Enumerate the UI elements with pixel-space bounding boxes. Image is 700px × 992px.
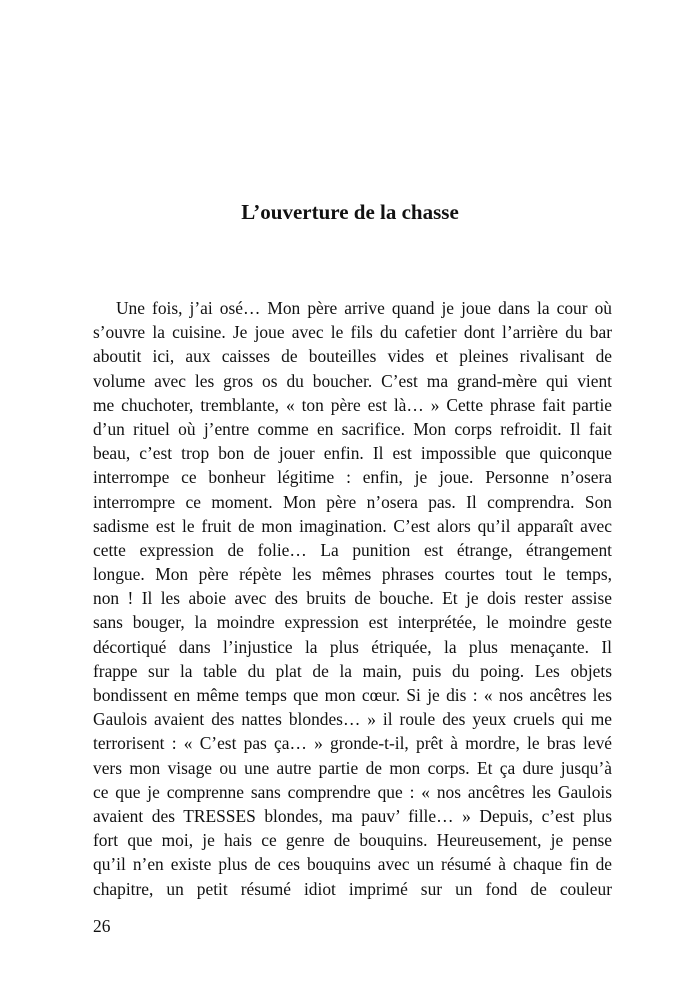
text-line: bondissent en même temps que mon cœur. Si je dis : « nos ancêtres les	[93, 685, 612, 705]
text-line: Une fois, j’ai osé… Mon père arrive quand je joue dans la cour où	[116, 298, 612, 318]
text-line: me chuchoter, tremblante, « ton père est là… » Cette phrase fait partie	[93, 394, 612, 415]
text-line: qu’il n’en existe plus de ces bouquins avec un résumé à chaque fin de	[93, 854, 612, 875]
text-line: volume avec les gros os du boucher. C’est ma grand-mère qui vient	[93, 370, 612, 391]
text-line: vers mon visage ou une autre partie de mon corps. Et ça dure jusqu’à	[93, 757, 612, 778]
text-line: beau, c’est trop bon de jouer enfin. Il est impossible que quiconque	[93, 443, 612, 464]
text-line: non ! Il les aboie avec des bruits de bouche. Et je dois rester assise	[93, 588, 612, 609]
text-line: frappe sur la table du plat de la main, puis du poing. Les objets	[93, 660, 612, 681]
text-line: interrompe ce bonheur légitime : enfin, je joue. Personne n’osera	[93, 467, 612, 488]
chapter-title: L’ouverture de la chasse	[241, 200, 459, 224]
text-line: avaient des TRESSES blondes, ma pauv’ fille… » Depuis, c’est plus	[93, 805, 612, 826]
text-line: interrompre ce moment. Mon père n’osera pas. Il comprendra. Son	[93, 491, 612, 512]
body-paragraph	[93, 296, 612, 901]
text-line: aboutit ici, aux caisses de bouteilles vides et pleines rivalisant de	[93, 346, 612, 367]
text-line: cette expression de folie… La punition est étrange, étrangement	[93, 539, 612, 560]
text-line: terrorisent : « C’est pas ça… » gronde-t-il, prêt à mordre, le bras levé	[93, 733, 612, 754]
text-line: chapitre, un petit résumé idiot imprimé sur un fond de couleur	[93, 878, 612, 899]
text-line: Gaulois avaient des nattes blondes… » il roule des yeux cruels qui me	[93, 709, 612, 730]
text-line: longue. Mon père répète les mêmes phrases courtes tout le temps,	[93, 564, 612, 585]
text-line: sans bouger, la moindre expression est interprétée, le moindre geste	[93, 612, 612, 633]
text-line: décortiqué dans l’injustice la plus étriquée, la plus menaçante. Il	[93, 636, 612, 657]
text-line: fort que moi, je hais ce genre de bouquins. Heureusement, je pense	[93, 830, 612, 851]
text-line: d’un rituel où j’entre comme en sacrifice. Mon corps refroidit. Il fait	[93, 418, 612, 439]
text-line: s’ouvre la cuisine. Je joue avec le fils du cafetier dont l’arrière du bar	[93, 322, 612, 343]
text-line: sadisme est le fruit de mon imagination. C’est alors qu’il apparaît avec	[93, 515, 612, 536]
page-number: 26	[93, 916, 111, 936]
text-line: ce que je comprenne sans comprendre que : « nos ancêtres les Gaulois	[93, 781, 612, 802]
